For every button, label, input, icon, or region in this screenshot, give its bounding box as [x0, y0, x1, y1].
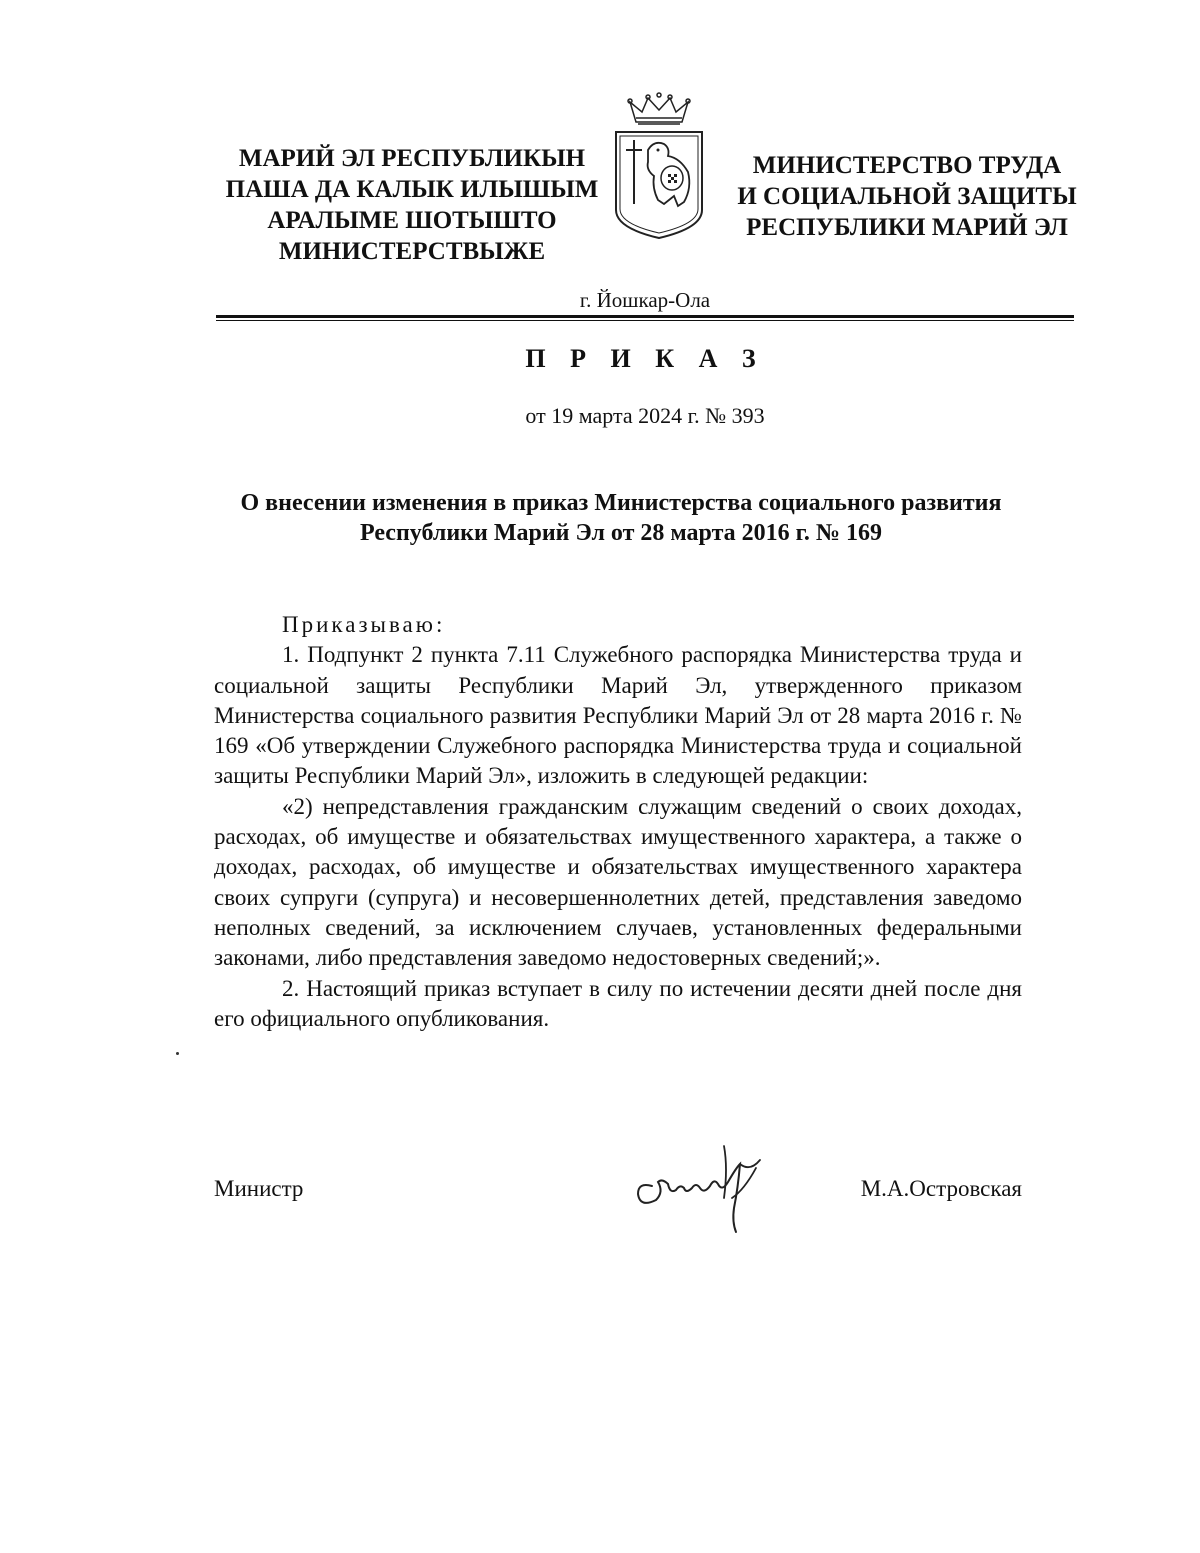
header-left-line: МАРИЙ ЭЛ РЕСПУБЛИКЫН	[238, 145, 586, 172]
header-divider-thin	[216, 320, 1074, 321]
document-date-number: от 19 марта 2024 г. № 393	[525, 403, 765, 428]
header-left-line: ПАША ДА КАЛЫК ИЛЫШЫМ	[225, 176, 599, 203]
header-left-ministry-name	[222, 143, 602, 267]
paragraph-1: 1. Подпункт 2 пункта 7.11 Служебного распорядка Министерства труда и социальной защиты Республики Марий Эл, утвержденного приказом Министерства социального развития Республики Марий Эл от 28 марта 2016 г. № 169 «Об утверждении Служебного распорядка Министерства труда и социальной защиты Республики Марий Эл», изложить в следующей редакции:	[214, 642, 1022, 789]
header-divider	[216, 315, 1074, 318]
header-right-line: РЕСПУБЛИКИ МАРИЙ ЭЛ	[746, 214, 1068, 241]
title-line: О внесении изменения в приказ Министерства социального развития	[240, 490, 1002, 516]
document-body	[214, 610, 1022, 1034]
order-word: Приказываю:	[282, 612, 446, 637]
handwritten-signature	[628, 1138, 768, 1238]
document-type: П Р И К А З	[525, 344, 765, 373]
header-left-line: АРАЛЫМЕ ШОТЫШТО	[267, 207, 557, 234]
document-title	[212, 488, 1030, 548]
title-line: Республики Марий Эл от 28 марта 2016 г. № 169	[360, 520, 882, 546]
header-right-ministry-name	[722, 150, 1092, 243]
scan-speck	[176, 1052, 179, 1055]
header-right-line: МИНИСТЕРСТВО ТРУДА	[752, 152, 1062, 179]
header-left-line: МИНИСТЕРСТВЫЖЕ	[278, 238, 546, 265]
signatory-title: Министр	[214, 1176, 304, 1201]
city-name: г. Йошкар-Ола	[579, 288, 711, 312]
header-right-line: И СОЦИАЛЬНОЙ ЗАЩИТЫ	[737, 183, 1077, 210]
paragraph-2: 2. Настоящий приказ вступает в силу по истечении десяти дней после дня его официального опубликования.	[214, 975, 1022, 1031]
paragraph-quote: «2) непредставления гражданским служащим сведений о своих доходах, расходах, об имуществе и обязательствах имущественного характера, а также о доходах, расходах, об имуществе и обязательствах имущественного характера своих супруги (супруга) и несовершеннолетних детей, представления заведомо неполных сведений, за исключением случаев, установленных федеральными законами, либо представления заведомо недостоверных сведений;».	[214, 793, 1022, 971]
coat-of-arms-icon	[608, 92, 710, 240]
signatory-name: М.А.Островская	[860, 1176, 1022, 1201]
